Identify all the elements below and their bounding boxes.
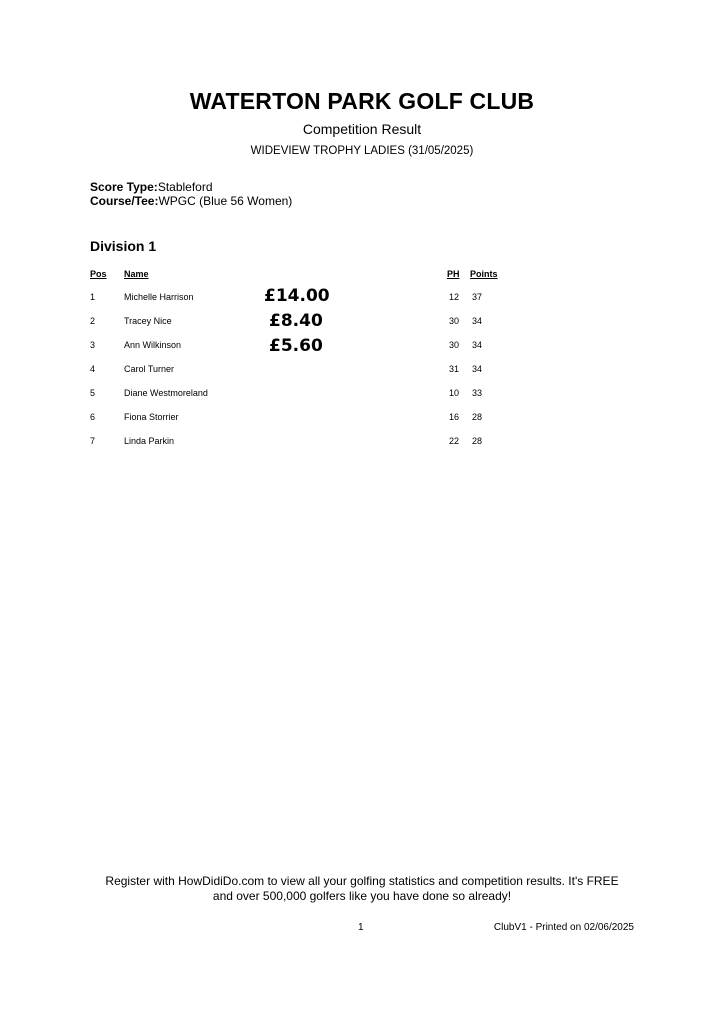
score-type-value: Stableford	[157, 180, 213, 194]
table-row	[0, 339, 724, 363]
row-pos: 3	[90, 340, 96, 350]
column-header-pos: Pos	[90, 269, 107, 279]
prize-amount-3: £5.60	[269, 336, 323, 356]
table-row	[0, 411, 724, 435]
course-tee	[90, 194, 292, 208]
row-pos: 7	[90, 436, 96, 446]
column-header-points: Points	[470, 269, 498, 279]
course-tee-label: Course/Tee:	[90, 194, 159, 208]
row-ph: 30	[449, 340, 460, 350]
row-name: Ann Wilkinson	[124, 340, 182, 350]
row-points: 37	[472, 292, 483, 302]
score-type-label: Score Type:	[90, 180, 158, 194]
competition-name: WIDEVIEW TROPHY LADIES (31/05/2025)	[250, 145, 474, 157]
prize-amount-1: £14.00	[264, 286, 330, 306]
row-pos: 1	[90, 292, 96, 302]
row-points: 28	[472, 412, 483, 422]
table-row	[0, 315, 724, 339]
row-points: 34	[472, 364, 483, 374]
table-row	[0, 291, 724, 315]
row-points: 28	[472, 436, 483, 446]
row-ph: 30	[449, 316, 460, 326]
table-row	[0, 387, 724, 411]
row-points: 34	[472, 340, 483, 350]
row-ph: 10	[449, 388, 460, 398]
column-header-ph: PH	[447, 269, 460, 279]
row-points: 34	[472, 316, 483, 326]
prize-amount-2: £8.40	[269, 311, 323, 331]
page-number: 1	[358, 922, 364, 933]
printed-info: ClubV1 - Printed on 02/06/2025	[493, 922, 634, 933]
row-name: Diane Westmoreland	[124, 388, 208, 398]
register-promo	[0, 874, 724, 904]
competition-result-label: Competition Result	[302, 121, 422, 137]
row-ph: 22	[449, 436, 460, 446]
row-pos: 2	[90, 316, 96, 326]
course-tee-value: WPGC (Blue 56 Women)	[158, 194, 293, 208]
register-promo-line-2: and over 500,000 golfers like you have done so already!	[212, 889, 512, 903]
score-type	[90, 180, 213, 194]
row-ph: 16	[449, 412, 460, 422]
table-row	[0, 363, 724, 387]
row-name: Fiona Storrier	[124, 412, 179, 422]
row-ph: 12	[449, 292, 460, 302]
club-title: WATERTON PARK GOLF CLUB	[189, 88, 535, 114]
row-pos: 6	[90, 412, 96, 422]
row-name: Tracey Nice	[124, 316, 172, 326]
row-name: Linda Parkin	[124, 436, 175, 446]
register-promo-line-1: Register with HowDidiDo.com to view all your golfing statistics and competition results. It's FREE	[105, 874, 619, 888]
row-ph: 31	[449, 364, 460, 374]
row-name: Carol Turner	[124, 364, 175, 374]
division-title: Division 1	[90, 238, 157, 254]
table-row	[0, 435, 724, 459]
row-pos: 5	[90, 388, 96, 398]
column-header-name: Name	[124, 269, 149, 279]
row-name: Michelle Harrison	[124, 292, 194, 302]
row-pos: 4	[90, 364, 96, 374]
row-points: 33	[472, 388, 483, 398]
